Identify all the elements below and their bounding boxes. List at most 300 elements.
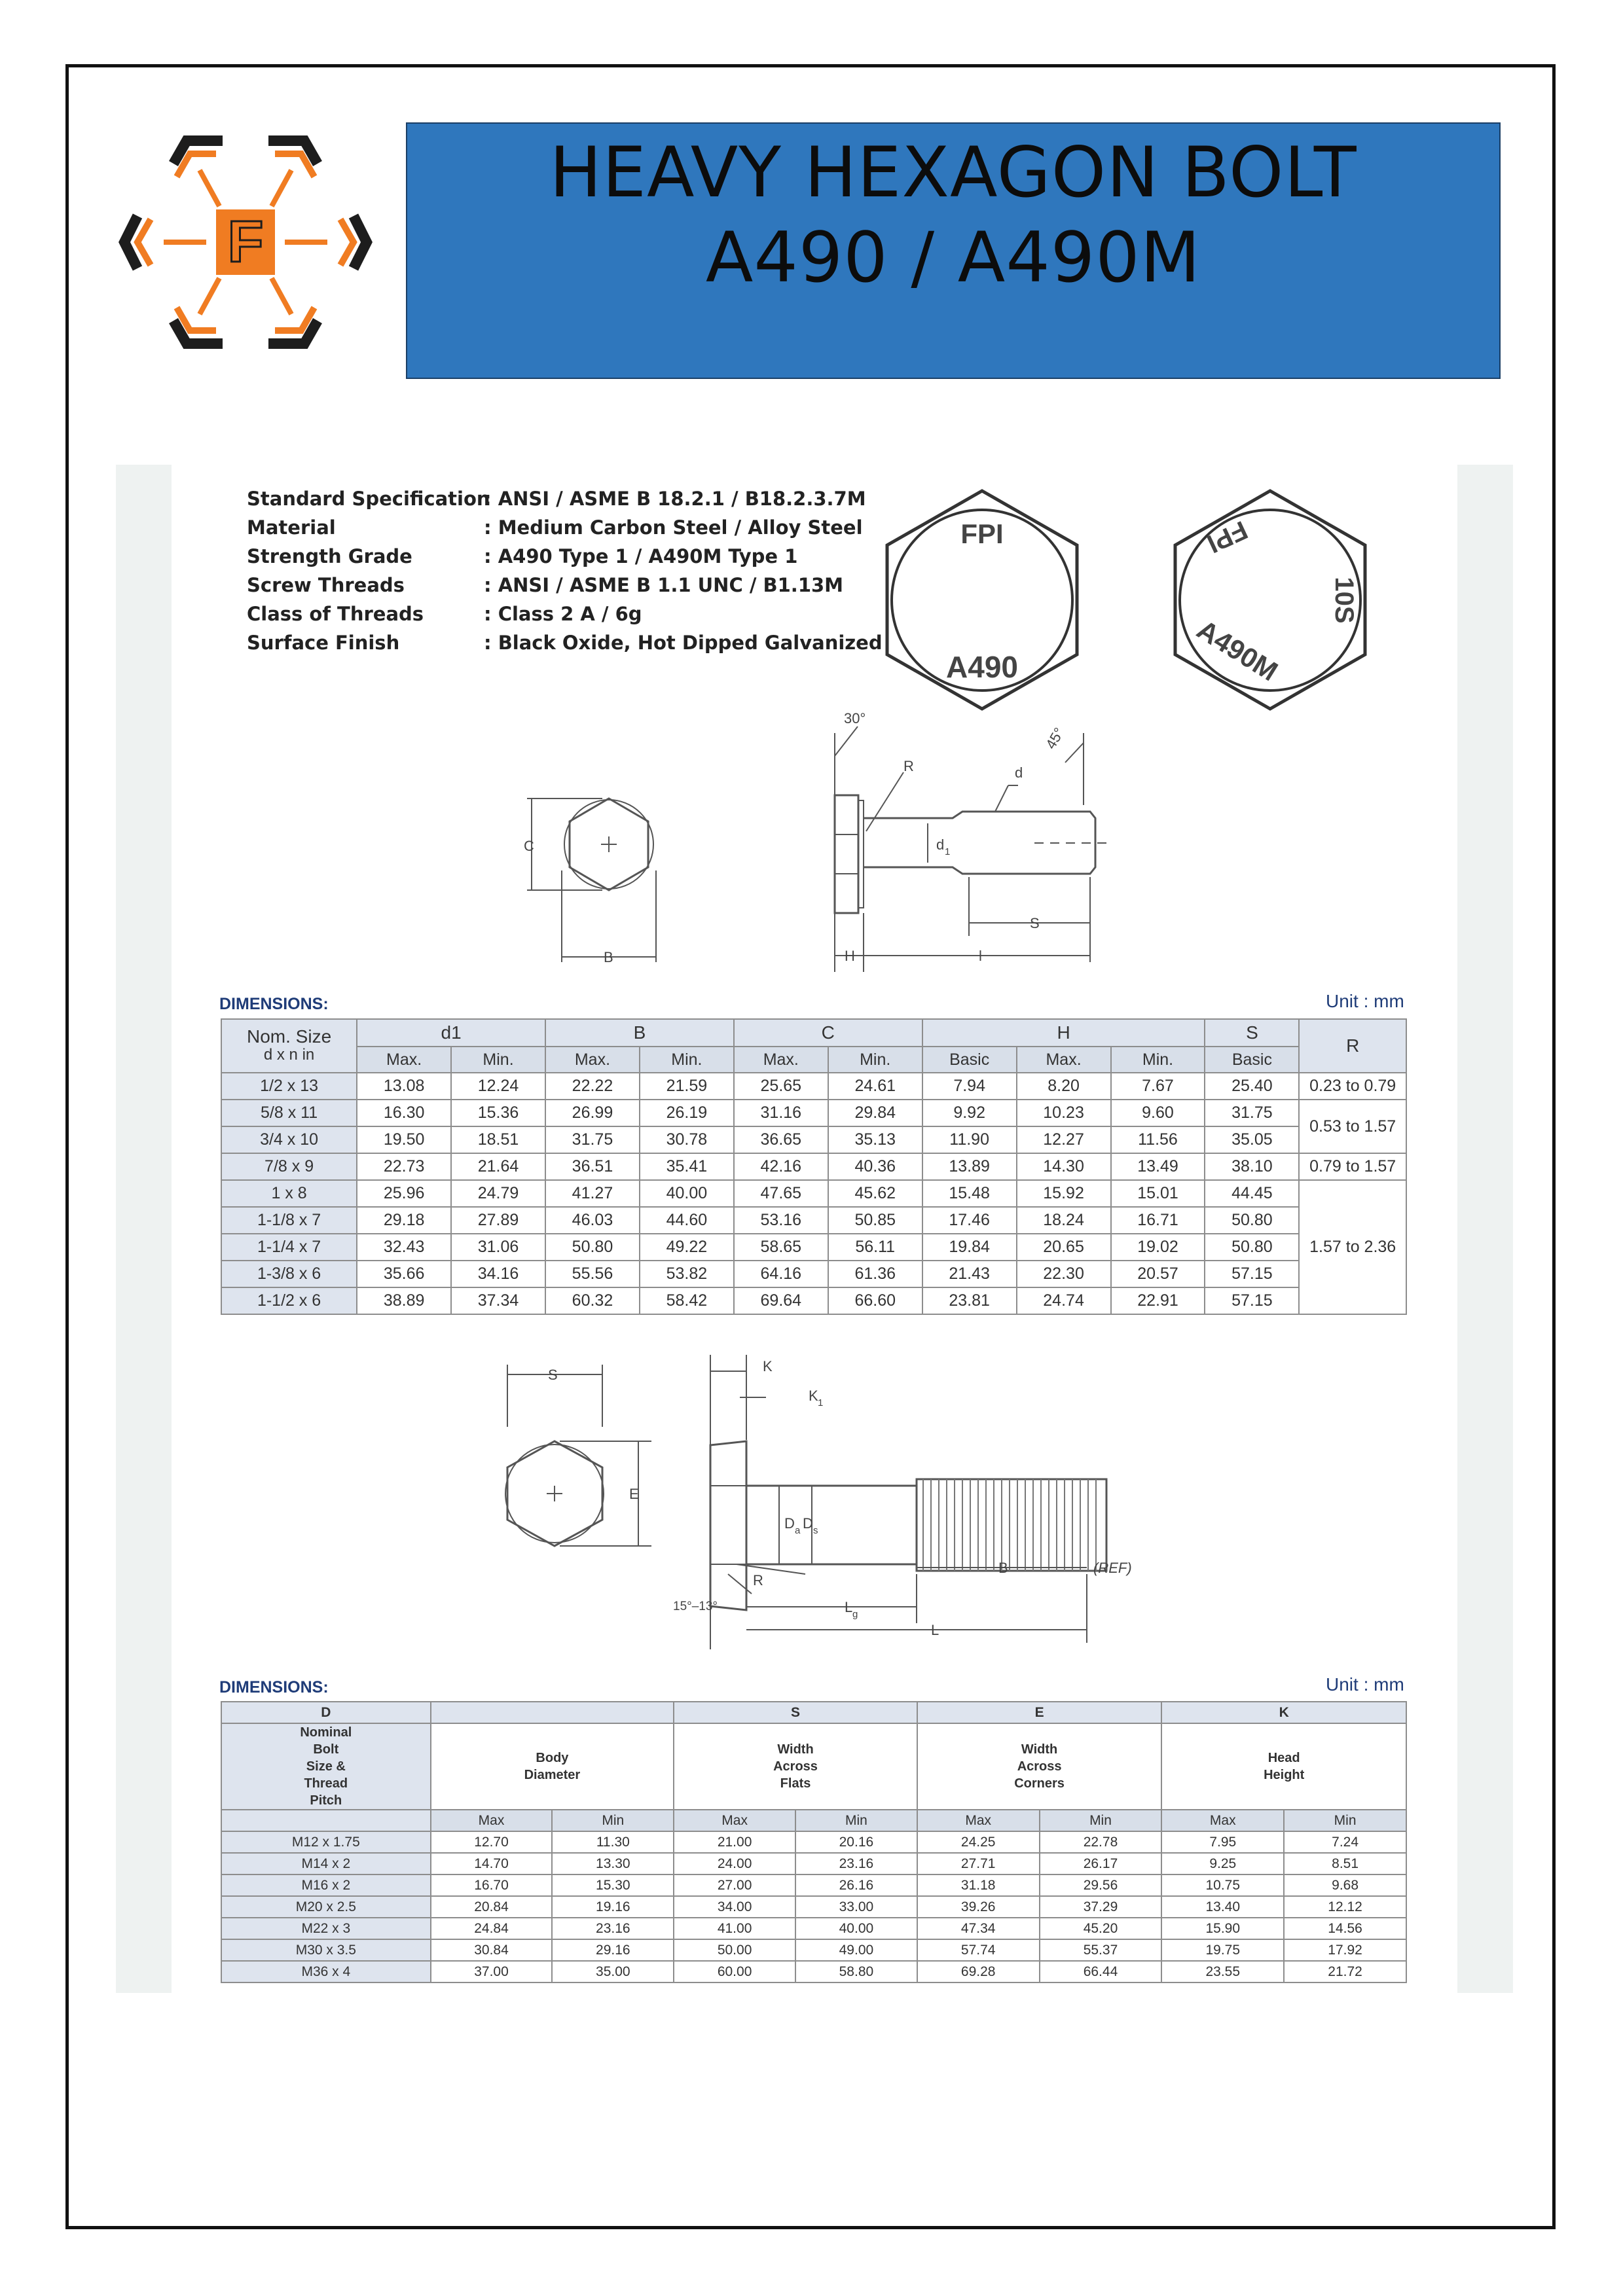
subheader-row xyxy=(221,1047,1406,1073)
spec-label: Strength Grade xyxy=(247,545,412,567)
subheader: Min xyxy=(1040,1810,1162,1831)
table-row xyxy=(221,1207,1406,1234)
value-cell: 57.74 xyxy=(917,1939,1040,1961)
table-row xyxy=(221,1853,1406,1874)
value-cell: 13.30 xyxy=(552,1853,674,1874)
value-cell: 27.89 xyxy=(451,1207,545,1234)
spec-row xyxy=(247,628,883,657)
value-cell: 12.27 xyxy=(1017,1126,1111,1153)
value-cell: 16.70 xyxy=(431,1874,553,1896)
value-cell: 20.84 xyxy=(431,1896,553,1918)
size-cell: M12 x 1.75 xyxy=(221,1831,431,1853)
r-cell: 0.53 to 1.57 xyxy=(1299,1100,1406,1153)
subheader: Basic xyxy=(922,1047,1017,1073)
desc-line: Width xyxy=(777,1742,814,1757)
title-line-1: HEAVY HEXAGON BOLT xyxy=(549,132,1357,213)
body-diameter-desc xyxy=(431,1723,674,1810)
value-cell: 26.99 xyxy=(545,1100,640,1126)
value-cell: 13.40 xyxy=(1161,1896,1284,1918)
value-cell: 16.71 xyxy=(1111,1207,1205,1234)
desc-line: Bolt xyxy=(313,1742,339,1757)
logo-letter: F xyxy=(227,209,264,275)
subheader: Min xyxy=(1284,1810,1406,1831)
spec-value: : A490 Type 1 / A490M Type 1 xyxy=(484,545,798,567)
value-cell: 37.29 xyxy=(1040,1896,1162,1918)
value-cell: 25.96 xyxy=(357,1180,451,1207)
value-cell: 16.30 xyxy=(357,1100,451,1126)
size-cell: M20 x 2.5 xyxy=(221,1896,431,1918)
value-cell: 19.84 xyxy=(922,1234,1017,1261)
subheader: Max xyxy=(1161,1810,1284,1831)
value-cell: 19.16 xyxy=(552,1896,674,1918)
dim-label: R xyxy=(753,1572,763,1588)
value-cell: 11.56 xyxy=(1111,1126,1205,1153)
value-cell: 15.36 xyxy=(451,1100,545,1126)
subheader: Max. xyxy=(357,1047,451,1073)
value-cell: 60.32 xyxy=(545,1287,640,1314)
value-cell: 9.92 xyxy=(922,1100,1017,1126)
dim-subscript: s xyxy=(813,1525,818,1536)
dim-label: 30° xyxy=(844,710,866,726)
value-cell: 14.70 xyxy=(431,1853,553,1874)
nom-size-label: Nom. Size xyxy=(247,1026,332,1047)
subheader: Min. xyxy=(828,1047,922,1073)
marking-text: A490 xyxy=(946,650,1018,684)
r-cell: 1.57 to 2.36 xyxy=(1299,1180,1406,1314)
table-row xyxy=(221,1100,1406,1126)
value-cell: 45.20 xyxy=(1040,1918,1162,1939)
size-cell: 1-1/4 x 7 xyxy=(221,1234,357,1261)
value-cell: 37.00 xyxy=(431,1961,553,1982)
dim-label: D xyxy=(784,1515,795,1532)
value-cell: 31.18 xyxy=(917,1874,1040,1896)
value-cell: 11.90 xyxy=(922,1126,1017,1153)
value-cell: 39.26 xyxy=(917,1896,1040,1918)
table-row xyxy=(221,1073,1406,1100)
size-cell: 1/2 x 13 xyxy=(221,1073,357,1100)
value-cell: 10.75 xyxy=(1161,1874,1284,1896)
value-cell: 31.75 xyxy=(545,1126,640,1153)
dim-label: E xyxy=(629,1486,639,1502)
size-cell: M30 x 3.5 xyxy=(221,1939,431,1961)
value-cell: 34.16 xyxy=(451,1261,545,1287)
head-marking-metric xyxy=(1169,488,1372,713)
col-group-header: E xyxy=(917,1702,1162,1723)
subheader: Max xyxy=(917,1810,1040,1831)
table-row xyxy=(221,1961,1406,1982)
value-cell: 35.05 xyxy=(1205,1126,1299,1153)
table-row xyxy=(221,1287,1406,1314)
dim-label: C xyxy=(524,838,534,854)
spec-value: : Class 2 A / 6g xyxy=(484,603,642,625)
size-cell: M14 x 2 xyxy=(221,1853,431,1874)
width-corners-desc xyxy=(917,1723,1162,1810)
subheader xyxy=(221,1810,431,1831)
dim-label: B xyxy=(604,949,613,965)
value-cell: 8.51 xyxy=(1284,1853,1406,1874)
col-group-header: S xyxy=(674,1702,917,1723)
size-cell: 1-1/2 x 6 xyxy=(221,1287,357,1314)
spec-value: : Black Oxide, Hot Dipped Galvanized xyxy=(484,632,883,654)
size-cell: M22 x 3 xyxy=(221,1918,431,1939)
value-cell: 66.44 xyxy=(1040,1961,1162,1982)
width-flats-desc xyxy=(674,1723,917,1810)
value-cell: 31.06 xyxy=(451,1234,545,1261)
dim-label: B xyxy=(998,1560,1008,1576)
hex-head-drawing-metric xyxy=(494,1355,665,1564)
value-cell: 50.85 xyxy=(828,1207,922,1234)
dim-label: K xyxy=(809,1388,818,1404)
value-cell: 41.27 xyxy=(545,1180,640,1207)
desc-line: Nominal xyxy=(300,1725,352,1740)
value-cell: 15.01 xyxy=(1111,1180,1205,1207)
subheader: Max xyxy=(431,1810,553,1831)
value-cell: 64.16 xyxy=(734,1261,828,1287)
title-box xyxy=(406,122,1501,379)
spec-row xyxy=(247,513,883,542)
value-cell: 49.22 xyxy=(640,1234,734,1261)
ref-label: (REF) xyxy=(1093,1560,1132,1576)
value-cell: 47.65 xyxy=(734,1180,828,1207)
value-cell: 21.72 xyxy=(1284,1961,1406,1982)
size-cell: 1 x 8 xyxy=(221,1180,357,1207)
col-group-header: D xyxy=(221,1702,431,1723)
value-cell: 44.60 xyxy=(640,1207,734,1234)
value-cell: 22.73 xyxy=(357,1153,451,1180)
value-cell: 7.24 xyxy=(1284,1831,1406,1853)
spec-label: Screw Threads xyxy=(247,574,405,596)
col-group-header: R xyxy=(1299,1019,1406,1073)
value-cell: 50.80 xyxy=(1205,1234,1299,1261)
value-cell: 46.03 xyxy=(545,1207,640,1234)
value-cell: 27.00 xyxy=(674,1874,795,1896)
spec-label: Surface Finish xyxy=(247,632,400,654)
value-cell: 37.34 xyxy=(451,1287,545,1314)
value-cell: 22.22 xyxy=(545,1073,640,1100)
dim-label: K xyxy=(763,1358,773,1374)
title-line-2: A490 / A490M xyxy=(705,217,1201,298)
value-cell: 26.16 xyxy=(795,1874,917,1896)
value-cell: 12.24 xyxy=(451,1073,545,1100)
value-cell: 15.90 xyxy=(1161,1918,1284,1939)
spec-label: Material xyxy=(247,516,336,539)
value-cell: 27.71 xyxy=(917,1853,1040,1874)
value-cell: 45.62 xyxy=(828,1180,922,1207)
value-cell: 9.68 xyxy=(1284,1874,1406,1896)
value-cell: 20.57 xyxy=(1111,1261,1205,1287)
value-cell: 58.42 xyxy=(640,1287,734,1314)
spec-value: : ANSI / ASME B 1.1 UNC / B1.13M xyxy=(484,574,844,596)
value-cell: 13.89 xyxy=(922,1153,1017,1180)
dim-label: H xyxy=(845,948,855,964)
r-cell: 0.79 to 1.57 xyxy=(1299,1153,1406,1180)
subheader: Min xyxy=(552,1810,674,1831)
value-cell: 40.36 xyxy=(828,1153,922,1180)
value-cell: 19.50 xyxy=(357,1126,451,1153)
value-cell: 15.48 xyxy=(922,1180,1017,1207)
value-cell: 14.30 xyxy=(1017,1153,1111,1180)
dim-label: L xyxy=(845,1599,853,1615)
spec-row xyxy=(247,600,883,628)
value-cell: 55.56 xyxy=(545,1261,640,1287)
subheader: Max. xyxy=(1017,1047,1111,1073)
subheader: Max. xyxy=(545,1047,640,1073)
col-group-header: S xyxy=(1205,1019,1299,1047)
value-cell: 40.00 xyxy=(640,1180,734,1207)
value-cell: 9.25 xyxy=(1161,1853,1284,1874)
value-cell: 35.00 xyxy=(552,1961,674,1982)
value-cell: 25.65 xyxy=(734,1073,828,1100)
spec-row xyxy=(247,484,883,513)
value-cell: 35.66 xyxy=(357,1261,451,1287)
desc-line: Head xyxy=(1267,1751,1300,1765)
hex-head-drawing xyxy=(517,779,681,975)
value-cell: 69.64 xyxy=(734,1287,828,1314)
spec-label: Standard Specification xyxy=(247,488,490,510)
value-cell: 36.51 xyxy=(545,1153,640,1180)
r-cell: 0.23 to 0.79 xyxy=(1299,1073,1406,1100)
value-cell: 24.84 xyxy=(431,1918,553,1939)
subheader: Min. xyxy=(451,1047,545,1073)
value-cell: 50.80 xyxy=(545,1234,640,1261)
table-row xyxy=(221,1918,1406,1939)
size-cell: M36 x 4 xyxy=(221,1961,431,1982)
size-cell: 3/4 x 10 xyxy=(221,1126,357,1153)
dim-label: L xyxy=(931,1622,939,1638)
value-cell: 50.80 xyxy=(1205,1207,1299,1234)
dim-subscript: 1 xyxy=(945,846,951,857)
dim-label: S xyxy=(548,1367,558,1383)
table-row xyxy=(221,1261,1406,1287)
value-cell: 53.16 xyxy=(734,1207,828,1234)
col-group-header xyxy=(431,1702,674,1723)
dim-label: d xyxy=(1015,764,1023,781)
subheader: Max xyxy=(674,1810,795,1831)
value-cell: 24.25 xyxy=(917,1831,1040,1853)
marking-text: FPI xyxy=(960,518,1004,549)
specifications xyxy=(247,484,883,657)
value-cell: 31.75 xyxy=(1205,1100,1299,1126)
value-cell: 12.70 xyxy=(431,1831,553,1853)
col-group-header: C xyxy=(734,1019,922,1047)
subheader: Min. xyxy=(640,1047,734,1073)
group-header-row xyxy=(221,1702,1406,1723)
value-cell: 10.23 xyxy=(1017,1100,1111,1126)
value-cell: 23.55 xyxy=(1161,1961,1284,1982)
value-cell: 7.67 xyxy=(1111,1073,1205,1100)
value-cell: 17.46 xyxy=(922,1207,1017,1234)
dim-subscript: a xyxy=(795,1525,801,1536)
value-cell: 58.80 xyxy=(795,1961,917,1982)
value-cell: 47.34 xyxy=(917,1918,1040,1939)
head-height-desc xyxy=(1161,1723,1406,1810)
value-cell: 31.16 xyxy=(734,1100,828,1126)
table-row xyxy=(221,1180,1406,1207)
value-cell: 15.92 xyxy=(1017,1180,1111,1207)
desc-line: Width xyxy=(1021,1742,1058,1757)
value-cell: 35.41 xyxy=(640,1153,734,1180)
value-cell: 61.36 xyxy=(828,1261,922,1287)
value-cell: 56.11 xyxy=(828,1234,922,1261)
subheader: Basic xyxy=(1205,1047,1299,1073)
value-cell: 15.30 xyxy=(552,1874,674,1896)
unit-label: Unit : mm xyxy=(1326,991,1404,1011)
desc-line: Thread xyxy=(304,1776,348,1791)
marking-text: A490M xyxy=(1192,613,1283,687)
company-logo xyxy=(118,131,373,367)
value-cell: 55.37 xyxy=(1040,1939,1162,1961)
value-cell: 24.79 xyxy=(451,1180,545,1207)
value-cell: 58.65 xyxy=(734,1234,828,1261)
value-cell: 24.61 xyxy=(828,1073,922,1100)
head-marking-inch xyxy=(881,488,1084,713)
value-cell: 23.81 xyxy=(922,1287,1017,1314)
description-row xyxy=(221,1723,1406,1810)
table-row xyxy=(221,1896,1406,1918)
nom-size-sub: d x n in xyxy=(263,1046,315,1064)
value-cell: 8.20 xyxy=(1017,1073,1111,1100)
spec-label: Class of Threads xyxy=(247,603,424,625)
col-group-header: d1 xyxy=(357,1019,545,1047)
value-cell: 60.00 xyxy=(674,1961,795,1982)
value-cell: 21.59 xyxy=(640,1073,734,1100)
value-cell: 30.84 xyxy=(431,1939,553,1961)
dimensions-table-inch xyxy=(221,1018,1407,1315)
value-cell: 20.16 xyxy=(795,1831,917,1853)
table-row xyxy=(221,1126,1406,1153)
spec-value: : ANSI / ASME B 18.2.1 / B18.2.3.7M xyxy=(484,488,866,510)
dim-subscript: 1 xyxy=(818,1397,824,1408)
value-cell: 21.43 xyxy=(922,1261,1017,1287)
value-cell: 35.13 xyxy=(828,1126,922,1153)
dimensions-table-metric xyxy=(221,1701,1407,1983)
value-cell: 57.15 xyxy=(1205,1287,1299,1314)
value-cell: 19.02 xyxy=(1111,1234,1205,1261)
value-cell: 13.08 xyxy=(357,1073,451,1100)
value-cell: 22.91 xyxy=(1111,1287,1205,1314)
dim-label: 15°–13° xyxy=(673,1600,718,1613)
value-cell: 38.10 xyxy=(1205,1153,1299,1180)
section-title: DIMENSIONS: xyxy=(219,1678,329,1696)
dim-label: 45° xyxy=(1042,725,1068,752)
value-cell: 32.43 xyxy=(357,1234,451,1261)
table-row xyxy=(221,1874,1406,1896)
desc-line: Corners xyxy=(1014,1776,1065,1791)
value-cell: 24.74 xyxy=(1017,1287,1111,1314)
value-cell: 29.16 xyxy=(552,1939,674,1961)
table-row xyxy=(221,1153,1406,1180)
value-cell: 7.95 xyxy=(1161,1831,1284,1853)
value-cell: 17.92 xyxy=(1284,1939,1406,1961)
section-title: DIMENSIONS: xyxy=(219,995,329,1013)
dim-label: S xyxy=(1030,915,1040,931)
value-cell: 53.82 xyxy=(640,1261,734,1287)
size-cell: M16 x 2 xyxy=(221,1874,431,1896)
dim-label: d xyxy=(936,836,945,853)
unit-label: Unit : mm xyxy=(1326,1674,1404,1695)
size-cell: 1-3/8 x 6 xyxy=(221,1261,357,1287)
dim-label: l xyxy=(979,948,982,964)
value-cell: 18.24 xyxy=(1017,1207,1111,1234)
desc-line: Height xyxy=(1264,1768,1305,1782)
value-cell: 49.00 xyxy=(795,1939,917,1961)
table-row xyxy=(221,1234,1406,1261)
desc-line: Flats xyxy=(780,1776,811,1791)
subheader: Min. xyxy=(1111,1047,1205,1073)
value-cell: 21.00 xyxy=(674,1831,795,1853)
value-cell: 12.12 xyxy=(1284,1896,1406,1918)
subheader-row xyxy=(221,1810,1406,1831)
bolt-side-drawing-metric xyxy=(674,1348,1146,1649)
table-row xyxy=(221,1831,1406,1853)
value-cell: 29.56 xyxy=(1040,1874,1162,1896)
desc-line: Diameter xyxy=(524,1768,581,1782)
value-cell: 36.65 xyxy=(734,1126,828,1153)
subheader: Max. xyxy=(734,1047,828,1073)
col-group-header: K xyxy=(1161,1702,1406,1723)
value-cell: 69.28 xyxy=(917,1961,1040,1982)
marking-text: 10S xyxy=(1330,577,1359,624)
marking-text: FPI xyxy=(1203,514,1252,559)
desc-line: Pitch xyxy=(310,1793,342,1808)
size-cell: 5/8 x 11 xyxy=(221,1100,357,1126)
desc-line: Body xyxy=(536,1751,569,1765)
value-cell: 19.75 xyxy=(1161,1939,1284,1961)
value-cell: 41.00 xyxy=(674,1918,795,1939)
value-cell: 34.00 xyxy=(674,1896,795,1918)
value-cell: 66.60 xyxy=(828,1287,922,1314)
desc-line: Across xyxy=(1017,1759,1062,1774)
value-cell: 57.15 xyxy=(1205,1261,1299,1287)
spec-row xyxy=(247,542,883,571)
value-cell: 24.00 xyxy=(674,1853,795,1874)
value-cell: 13.49 xyxy=(1111,1153,1205,1180)
value-cell: 33.00 xyxy=(795,1896,917,1918)
d-description xyxy=(221,1723,431,1810)
value-cell: 30.78 xyxy=(640,1126,734,1153)
size-cell: 1-1/8 x 7 xyxy=(221,1207,357,1234)
spec-row xyxy=(247,571,883,600)
value-cell: 29.18 xyxy=(357,1207,451,1234)
table-row xyxy=(221,1939,1406,1961)
value-cell: 20.65 xyxy=(1017,1234,1111,1261)
value-cell: 23.16 xyxy=(552,1918,674,1939)
value-cell: 22.78 xyxy=(1040,1831,1162,1853)
value-cell: 26.17 xyxy=(1040,1853,1162,1874)
bolt-side-drawing xyxy=(822,707,1123,982)
value-cell: 44.45 xyxy=(1205,1180,1299,1207)
value-cell: 42.16 xyxy=(734,1153,828,1180)
value-cell: 23.16 xyxy=(795,1853,917,1874)
col-group-header: H xyxy=(922,1019,1205,1047)
size-cell: 7/8 x 9 xyxy=(221,1153,357,1180)
col-group-header: B xyxy=(545,1019,734,1047)
dim-label: R xyxy=(903,758,914,774)
value-cell: 26.19 xyxy=(640,1100,734,1126)
value-cell: 50.00 xyxy=(674,1939,795,1961)
value-cell: 21.64 xyxy=(451,1153,545,1180)
value-cell: 11.30 xyxy=(552,1831,674,1853)
dim-label: D xyxy=(803,1515,813,1532)
dim-subscript: g xyxy=(852,1609,858,1620)
nom-size-header xyxy=(221,1019,357,1073)
value-cell: 38.89 xyxy=(357,1287,451,1314)
value-cell: 22.30 xyxy=(1017,1261,1111,1287)
value-cell: 25.40 xyxy=(1205,1073,1299,1100)
value-cell: 7.94 xyxy=(922,1073,1017,1100)
value-cell: 18.51 xyxy=(451,1126,545,1153)
value-cell: 14.56 xyxy=(1284,1918,1406,1939)
